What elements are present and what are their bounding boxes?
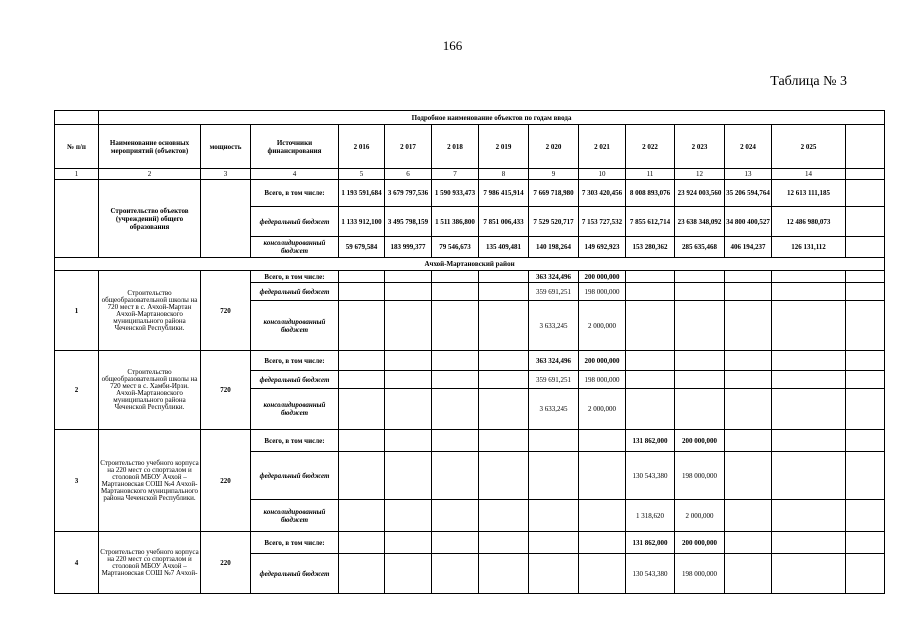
extra-column [846, 180, 885, 207]
value-cell [479, 500, 529, 532]
value-cell [725, 271, 772, 283]
object-name: Строительство объектов (учреждений) общего образования [99, 180, 201, 258]
funding-source: федеральный бюджет [251, 283, 339, 301]
value-cell [385, 452, 432, 500]
value-cell [772, 554, 846, 594]
value-cell: 363 324,496 [529, 351, 579, 371]
value-cell [725, 532, 772, 554]
column-index: 13 [725, 169, 772, 180]
value-cell [529, 500, 579, 532]
value-cell [479, 301, 529, 351]
capacity: 220 [201, 532, 251, 594]
value-cell: 7 153 727,532 [579, 207, 626, 237]
value-cell [529, 554, 579, 594]
value-cell: 130 543,380 [626, 452, 675, 500]
value-cell [725, 371, 772, 389]
value-cell [772, 532, 846, 554]
table-corner [55, 111, 99, 125]
value-cell: 23 638 348,092 [675, 207, 725, 237]
value-cell [339, 500, 385, 532]
extra-column [846, 125, 885, 169]
object-name: Строительство общеобразовательной школы на 720 мест в с. Хамби-Ирзи. Ачхой-Мартановского муниципального района Чеченской Республики. [99, 351, 201, 430]
value-cell: 7 986 415,914 [479, 180, 529, 207]
value-cell: 7 669 718,980 [529, 180, 579, 207]
column-index: 2 [99, 169, 201, 180]
value-cell [385, 532, 432, 554]
table-row [55, 430, 885, 452]
value-cell [385, 554, 432, 594]
year-header: 2 017 [385, 125, 432, 169]
table-row [55, 271, 885, 283]
column-index: 8 [479, 169, 529, 180]
funding-source: Всего, в том числе: [251, 351, 339, 371]
value-cell [339, 389, 385, 430]
value-cell [772, 389, 846, 430]
value-cell [479, 452, 529, 500]
value-cell [675, 371, 725, 389]
funding-source: Всего, в том числе: [251, 271, 339, 283]
row-number [55, 180, 99, 258]
value-cell [385, 389, 432, 430]
value-cell [579, 554, 626, 594]
funding-source: федеральный бюджет [251, 452, 339, 500]
value-cell [432, 430, 479, 452]
value-cell [432, 283, 479, 301]
value-cell [772, 430, 846, 452]
table-row [55, 532, 885, 554]
value-cell: 135 409,481 [479, 237, 529, 258]
value-cell [479, 430, 529, 452]
value-cell [339, 271, 385, 283]
funding-source: консолидированный бюджет [251, 500, 339, 532]
extra-column [846, 283, 885, 301]
year-header: 2 023 [675, 125, 725, 169]
value-cell [626, 283, 675, 301]
extra-column [846, 169, 885, 180]
value-cell [432, 452, 479, 500]
value-cell [772, 271, 846, 283]
value-cell [432, 271, 479, 283]
funding-source: консолидированный бюджет [251, 301, 339, 351]
value-cell [339, 430, 385, 452]
year-header: 2 025 [772, 125, 846, 169]
value-cell [339, 351, 385, 371]
column-index: 9 [529, 169, 579, 180]
value-cell [479, 271, 529, 283]
value-cell: 198 000,000 [675, 452, 725, 500]
value-cell: 79 546,673 [432, 237, 479, 258]
value-cell: 1 590 933,473 [432, 180, 479, 207]
object-name: Строительство учебного корпуса на 220 мест со спортзалом и столовой МБОУ Ачхой – Мартановская СОШ №7 Ачхой- [99, 532, 201, 594]
value-cell: 59 679,584 [339, 237, 385, 258]
row-number: 2 [55, 351, 99, 430]
value-cell: 200 000,000 [579, 351, 626, 371]
funding-source: Всего, в том числе: [251, 430, 339, 452]
value-cell [725, 500, 772, 532]
value-cell: 198 000,000 [579, 371, 626, 389]
value-cell [432, 301, 479, 351]
extra-column [846, 207, 885, 237]
value-cell: 12 486 980,073 [772, 207, 846, 237]
value-cell [626, 271, 675, 283]
column-index: 4 [251, 169, 339, 180]
value-cell: 359 691,251 [529, 371, 579, 389]
value-cell: 1 511 386,800 [432, 207, 479, 237]
page-number: 166 [442, 38, 463, 53]
value-cell [385, 271, 432, 283]
value-cell: 126 131,112 [772, 237, 846, 258]
col-num-header: № п/п [55, 125, 99, 169]
value-cell [432, 554, 479, 594]
value-cell [339, 301, 385, 351]
capacity: 720 [201, 351, 251, 430]
value-cell [772, 351, 846, 371]
value-cell: 2 000,000 [675, 500, 725, 532]
value-cell: 363 324,496 [529, 271, 579, 283]
value-cell [772, 301, 846, 351]
funding-source: консолидированный бюджет [251, 389, 339, 430]
value-cell: 140 198,264 [529, 237, 579, 258]
value-cell [385, 283, 432, 301]
value-cell [479, 554, 529, 594]
year-header: 2 016 [339, 125, 385, 169]
value-cell: 131 862,000 [626, 532, 675, 554]
value-cell [339, 283, 385, 301]
value-cell [339, 371, 385, 389]
extra-column [846, 371, 885, 389]
year-header: 2 020 [529, 125, 579, 169]
value-cell [626, 301, 675, 351]
column-index: 5 [339, 169, 385, 180]
column-index: 11 [626, 169, 675, 180]
value-cell [529, 452, 579, 500]
funding-source: Всего, в том числе: [251, 180, 339, 207]
value-cell [385, 351, 432, 371]
year-header: 2 019 [479, 125, 529, 169]
value-cell: 7 855 612,714 [626, 207, 675, 237]
value-cell [479, 532, 529, 554]
value-cell [479, 371, 529, 389]
value-cell: 153 280,362 [626, 237, 675, 258]
value-cell [772, 500, 846, 532]
value-cell: 1 193 591,684 [339, 180, 385, 207]
year-header: 2 024 [725, 125, 772, 169]
value-cell: 7 303 420,456 [579, 180, 626, 207]
value-cell [479, 389, 529, 430]
value-cell [772, 283, 846, 301]
value-cell: 200 000,000 [675, 532, 725, 554]
value-cell [626, 371, 675, 389]
funding-source: Всего, в том числе: [251, 532, 339, 554]
capacity: 220 [201, 430, 251, 532]
extra-column [846, 351, 885, 371]
col-name-header: Наименование основных мероприятий (объектов) [99, 125, 201, 169]
value-cell: 198 000,000 [579, 283, 626, 301]
funding-source: федеральный бюджет [251, 554, 339, 594]
value-cell [579, 532, 626, 554]
capacity: 720 [201, 271, 251, 351]
value-cell [432, 532, 479, 554]
value-cell [385, 301, 432, 351]
value-cell: 149 692,923 [579, 237, 626, 258]
value-cell: 1 318,620 [626, 500, 675, 532]
value-cell [385, 500, 432, 532]
value-cell [529, 430, 579, 452]
column-index: 10 [579, 169, 626, 180]
extra-column [846, 301, 885, 351]
table-row [55, 351, 885, 371]
value-cell: 285 635,468 [675, 237, 725, 258]
capacity [201, 180, 251, 258]
table-row [55, 180, 885, 207]
value-cell [432, 389, 479, 430]
extra-column [846, 554, 885, 594]
value-cell: 3 633,245 [529, 389, 579, 430]
year-header: 2 018 [432, 125, 479, 169]
column-index: 7 [432, 169, 479, 180]
value-cell: 2 000,000 [579, 389, 626, 430]
value-cell [432, 500, 479, 532]
extra-column [846, 389, 885, 430]
column-index: 12 [675, 169, 725, 180]
value-cell: 7 529 520,717 [529, 207, 579, 237]
value-cell [725, 351, 772, 371]
value-cell: 359 691,251 [529, 283, 579, 301]
value-cell: 200 000,000 [675, 430, 725, 452]
value-cell [772, 452, 846, 500]
value-cell [725, 283, 772, 301]
extra-column [846, 271, 885, 283]
value-cell: 8 008 893,076 [626, 180, 675, 207]
value-cell [529, 532, 579, 554]
table-label: Таблица № 3 [770, 74, 847, 89]
value-cell [579, 500, 626, 532]
column-index: 1 [55, 169, 99, 180]
value-cell: 3 679 797,536 [385, 180, 432, 207]
value-cell: 130 543,380 [626, 554, 675, 594]
region-name: Ачхой-Мартановский район [55, 258, 885, 271]
group-title: Подробное наименование объектов по годам ввода [99, 111, 885, 125]
column-index: 3 [201, 169, 251, 180]
extra-column [846, 452, 885, 500]
value-cell [725, 301, 772, 351]
value-cell [579, 430, 626, 452]
row-number: 4 [55, 532, 99, 594]
value-cell: 3 633,245 [529, 301, 579, 351]
value-cell: 7 851 006,433 [479, 207, 529, 237]
value-cell: 12 613 111,185 [772, 180, 846, 207]
value-cell: 3 495 798,159 [385, 207, 432, 237]
extra-column [846, 500, 885, 532]
value-cell: 35 206 594,764 [725, 180, 772, 207]
value-cell [675, 301, 725, 351]
extra-column [846, 237, 885, 258]
funding-source: федеральный бюджет [251, 371, 339, 389]
value-cell: 23 924 003,560 [675, 180, 725, 207]
object-name: Строительство учебного корпуса на 220 мест со спортзалом и столовой МБОУ Ачхой – Мартановская СОШ №4 Ачхой-Мартановского муниципального района Чеченской Республики. [99, 430, 201, 532]
value-cell: 406 194,237 [725, 237, 772, 258]
value-cell [432, 351, 479, 371]
value-cell [339, 532, 385, 554]
extra-column [846, 430, 885, 452]
value-cell: 1 133 912,100 [339, 207, 385, 237]
value-cell [725, 430, 772, 452]
value-cell [675, 351, 725, 371]
funding-source: федеральный бюджет [251, 207, 339, 237]
value-cell [675, 389, 725, 430]
value-cell [479, 283, 529, 301]
col-source-header: Источники финансирования [251, 125, 339, 169]
column-index: 6 [385, 169, 432, 180]
value-cell [385, 430, 432, 452]
value-cell [432, 371, 479, 389]
year-header: 2 021 [579, 125, 626, 169]
value-cell [339, 452, 385, 500]
value-cell [626, 351, 675, 371]
value-cell [479, 351, 529, 371]
value-cell [725, 389, 772, 430]
column-index: 14 [772, 169, 846, 180]
value-cell [626, 389, 675, 430]
value-cell [772, 371, 846, 389]
row-number: 3 [55, 430, 99, 532]
region-row [55, 258, 885, 271]
value-cell [675, 271, 725, 283]
value-cell [339, 554, 385, 594]
value-cell: 183 999,377 [385, 237, 432, 258]
value-cell [725, 452, 772, 500]
value-cell: 131 862,000 [626, 430, 675, 452]
row-number: 1 [55, 271, 99, 351]
funding-source: консолидированный бюджет [251, 237, 339, 258]
value-cell: 2 000,000 [579, 301, 626, 351]
extra-column [846, 532, 885, 554]
value-cell [725, 554, 772, 594]
value-cell: 198 000,000 [675, 554, 725, 594]
value-cell: 200 000,000 [579, 271, 626, 283]
year-header: 2 022 [626, 125, 675, 169]
value-cell [675, 283, 725, 301]
object-name: Строительство общеобразовательной школы на 720 мест в с. Ачхой-Мартан Ачхой-Мартановского муниципального района Чеченской Республики. [99, 271, 201, 351]
value-cell [579, 452, 626, 500]
col-capacity-header: мощность [201, 125, 251, 169]
value-cell [385, 371, 432, 389]
investment-table [54, 110, 885, 594]
value-cell: 34 800 400,527 [725, 207, 772, 237]
